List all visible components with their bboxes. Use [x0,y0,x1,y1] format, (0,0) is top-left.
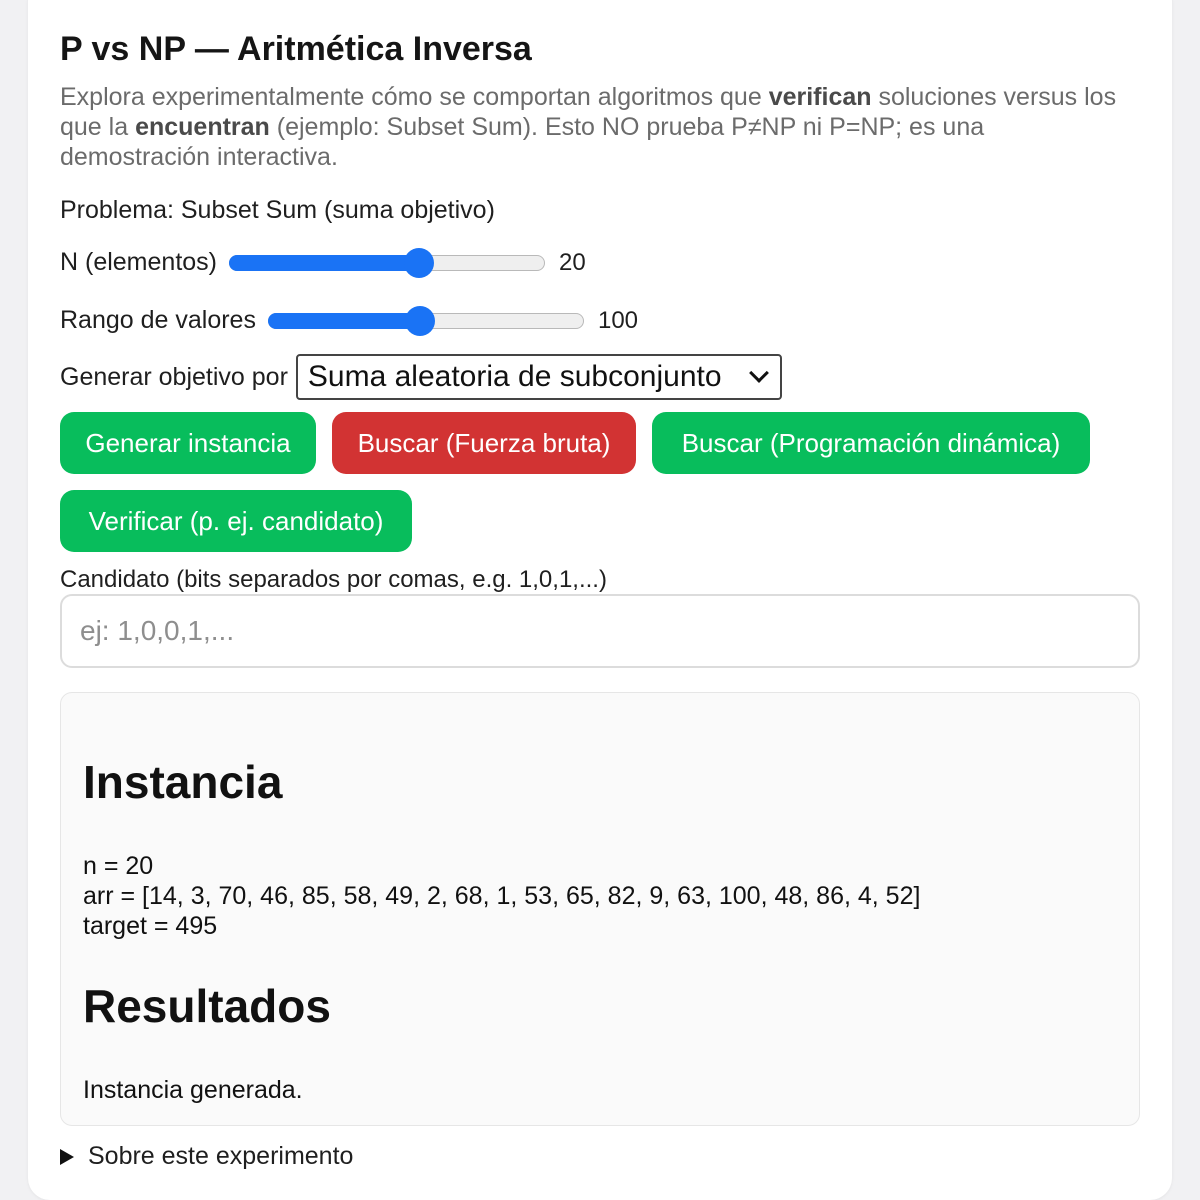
range-slider-row [60,306,638,335]
target-mode-label: Generar objetivo por [60,362,288,391]
desc-bold-verify: verifican [768,83,872,111]
results-heading: Resultados [83,980,331,1032]
range-slider-fill [268,313,420,329]
about-details-summary: Sobre este experimento [88,1142,354,1170]
n-slider-value: 20 [559,248,586,276]
candidate-input[interactable] [60,594,1140,668]
candidate-label: Candidato (bits separados por comas, e.g. 1,0,1,...) [60,566,607,593]
page-title: P vs NP — Aritmética Inversa [60,30,532,68]
instance-n: n = 20 [83,852,154,880]
instance-heading: Instancia [83,756,283,808]
target-mode-row [60,354,782,400]
instance-target: target = 495 [83,912,218,940]
brute-force-button[interactable]: Buscar (Fuerza bruta) [332,412,636,474]
n-slider-label: N (elementos) [60,248,217,276]
n-slider-thumb[interactable] [404,248,434,278]
dynamic-programming-button[interactable]: Buscar (Programación dinámica) [652,412,1090,474]
problem-label: Problema: Subset Sum (suma objetivo) [60,196,495,224]
target-mode-selected: Suma aleatoria de subconjunto [307,360,722,393]
results-text: Instancia generada. [83,1076,303,1104]
n-slider-fill [229,255,419,271]
desc-text-1: Explora experimentalmente cómo se comportan algoritmos que [60,83,769,111]
range-slider-label: Rango de valores [60,306,256,334]
instance-arr: arr = [14, 3, 70, 46, 85, 58, 49, 2, 68, 1, 53, 65, 82, 9, 63, 100, 48, 86, 4, 52] [83,882,921,910]
output-panel [60,692,1140,1126]
desc-bold-find: encuentran [135,113,270,141]
desc-text-3: (ejemplo: Subset Sum). Esto NO prueba P≠NP ni P=NP; es una demostración interactiva. [60,113,985,171]
chevron-down-icon [749,363,769,383]
range-slider-value: 100 [597,306,639,334]
verify-button[interactable]: Verificar (p. ej. candidato) [60,490,412,552]
about-details-toggle[interactable] [60,1142,353,1171]
desc-text-2: soluciones versus los que la [60,83,1117,141]
page-description [60,82,1140,172]
range-slider[interactable] [268,311,584,331]
range-slider-thumb[interactable] [405,306,435,336]
n-slider-row [60,248,586,277]
triangle-right-icon [60,1149,74,1165]
target-mode-select[interactable] [296,354,782,400]
candidate-placeholder: ej: 1,0,0,1,... [80,615,235,646]
generate-instance-button[interactable]: Generar instancia [60,412,316,474]
n-slider[interactable] [229,253,545,273]
